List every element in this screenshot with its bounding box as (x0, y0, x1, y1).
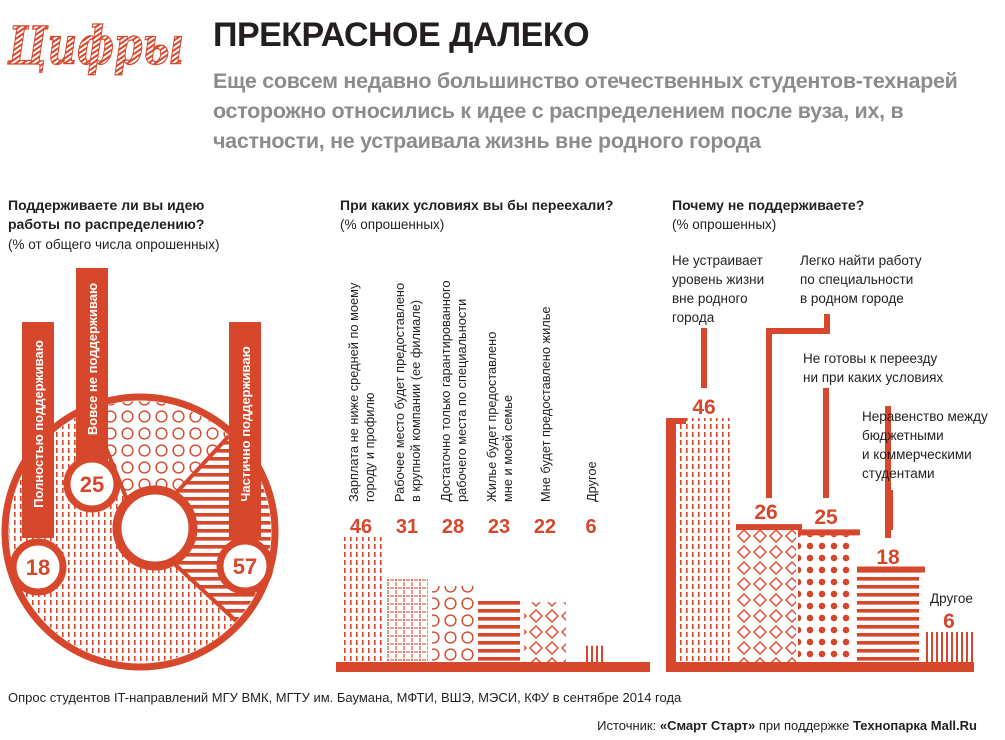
reasons-unit-note: (% опрошенных) (672, 217, 777, 232)
reasons-bar-cap (798, 529, 860, 535)
reasons-category-4-line-2: бюджетными (862, 428, 944, 443)
reasons-category-5-line-1: Другое (930, 591, 973, 606)
reasons-value-3: 25 (814, 506, 838, 529)
reasons-value-2: 26 (754, 501, 778, 524)
reasons-category-3-line-2: ни при каких условиях (803, 370, 944, 385)
reasons-left-axis (666, 418, 676, 672)
relocation-bar-2 (386, 578, 428, 662)
pie-value-частично-поддерживаю: 57 (232, 554, 258, 579)
relocation-bar-4 (478, 600, 520, 663)
reasons-connector (701, 328, 707, 388)
page-subtitle: Еще совсем недавно большинство отечественных студентов-технарей осторожно относились к идее с распределением после вуза, их, в частности, не устраивала жизнь вне родного города (213, 69, 958, 153)
reasons-category-3-line-1: Не готовы к переезду (803, 351, 938, 366)
reasons-bar-cap (676, 418, 686, 424)
relocation-category-1-line-2: городу и профилю (362, 392, 377, 502)
pie-value-полностью-поддерживаю: 18 (25, 555, 51, 580)
source-org: «Смарт Старт» (659, 718, 756, 733)
source-credit (597, 718, 977, 733)
reasons-category-1-line-2: уровень жизни (672, 272, 765, 287)
page-title: ПРЕКРАСНОЕ ДАЛЕКО (213, 16, 590, 54)
relocation-category-6-line-1: Другое (584, 461, 599, 502)
reasons-connector (887, 490, 893, 530)
reasons-connector (824, 314, 830, 334)
relocation-category-4-line-1: Жилье будет предоставлено (484, 331, 499, 502)
reasons-bar-3 (798, 535, 854, 662)
relocation-category-4-line-2: мне и моей семье (500, 394, 515, 502)
reasons-value-1: 46 (692, 396, 716, 419)
relocation-question: При каких условиях вы бы переехали? (340, 197, 614, 213)
reasons-category-2-line-1: Легко найти работу (800, 253, 922, 268)
reasons-category-2-line-3: в родном городе (800, 291, 904, 306)
reasons-category-1-line-4: города (672, 310, 715, 325)
relocation-value-6: 6 (585, 516, 597, 538)
relocation-category-5-line-1: Мне будет предоставлено жилье (538, 306, 553, 502)
relocation-category-2-line-1: Рабочее место будет предоставлено (392, 282, 407, 502)
reasons-bar-5 (925, 632, 973, 662)
pie-label-вовсе-не-поддерживаю: Вовсе не поддерживаю (85, 282, 100, 436)
relocation-category-2-line-2: в крупной компании (ее филиале) (408, 299, 423, 502)
source-prefix: Источник: (597, 718, 660, 733)
reasons-bar-2 (736, 530, 796, 662)
reasons-bar-1 (676, 418, 732, 662)
reasons-category-4-line-1: Неравенство между (862, 409, 988, 424)
pie-unit-note: (% от общего числа опрошенных) (8, 237, 220, 252)
reasons-connector (766, 328, 830, 334)
relocation-value-2: 31 (395, 516, 419, 538)
reasons-question: Почему не поддерживаете? (672, 197, 865, 213)
relocation-bar-6 (585, 646, 603, 662)
relocation-value-3: 28 (441, 516, 465, 538)
support-pie-chart (5, 268, 275, 667)
relocation-bar-3 (432, 586, 474, 662)
pie-question-line-2: работы по распределению? (8, 216, 205, 232)
reasons-bar-cap (736, 524, 802, 530)
logo-lettering: Цифры (7, 16, 185, 77)
relocation-category-1-line-1: Зарплата не ниже средней по моему (346, 282, 361, 502)
source-middle: при поддержке (755, 718, 854, 733)
reasons-category-4-line-4: студентами (862, 466, 935, 481)
source-partner: Технопарка Mall.Ru (853, 718, 977, 733)
relocation-category-3-line-2: рабочего места по специальности (454, 298, 469, 502)
reasons-baseline (666, 662, 974, 672)
relocation-unit-note: (% опрошенных) (340, 217, 445, 232)
reasons-value-5: 6 (943, 610, 955, 633)
reasons-bar-chart (666, 253, 988, 672)
pie-label-частично-поддерживаю: Частично поддерживаю (238, 346, 253, 502)
reasons-value-4: 18 (876, 546, 900, 569)
relocation-bar-5 (524, 602, 566, 662)
reasons-category-1-line-1: Не устраивает (672, 253, 763, 268)
reasons-bar-4 (857, 573, 919, 662)
pie-value-вовсе-не-поддерживаю: 25 (79, 472, 105, 497)
reasons-connector (766, 328, 772, 498)
relocation-bar-chart (336, 280, 650, 672)
reasons-category-1-line-3: вне родного (672, 291, 748, 306)
reasons-connector (823, 388, 829, 498)
relocation-bar-1 (340, 537, 382, 662)
relocation-value-1: 46 (349, 516, 373, 538)
relocation-baseline (336, 662, 650, 672)
pie-label-полностью-поддерживаю: Полностью поддерживаю (31, 340, 46, 508)
reasons-category-2-line-2: по специальности (800, 272, 914, 287)
survey-footnote: Опрос студентов IT-направлений МГУ ВМК, МГТУ им. Баумана, МФТИ, ВШЭ, МЭСИ, КФУ в сентябре 2014 года (8, 690, 682, 705)
reasons-category-4-line-3: и коммерческими (862, 447, 972, 462)
relocation-value-5: 22 (533, 516, 557, 538)
relocation-category-3-line-1: Достаточно только гарантированного (438, 280, 453, 502)
pie-question-line-1: Поддерживаете ли вы идею (8, 197, 205, 213)
pie-center-hole (117, 490, 193, 566)
relocation-value-4: 23 (487, 516, 511, 538)
